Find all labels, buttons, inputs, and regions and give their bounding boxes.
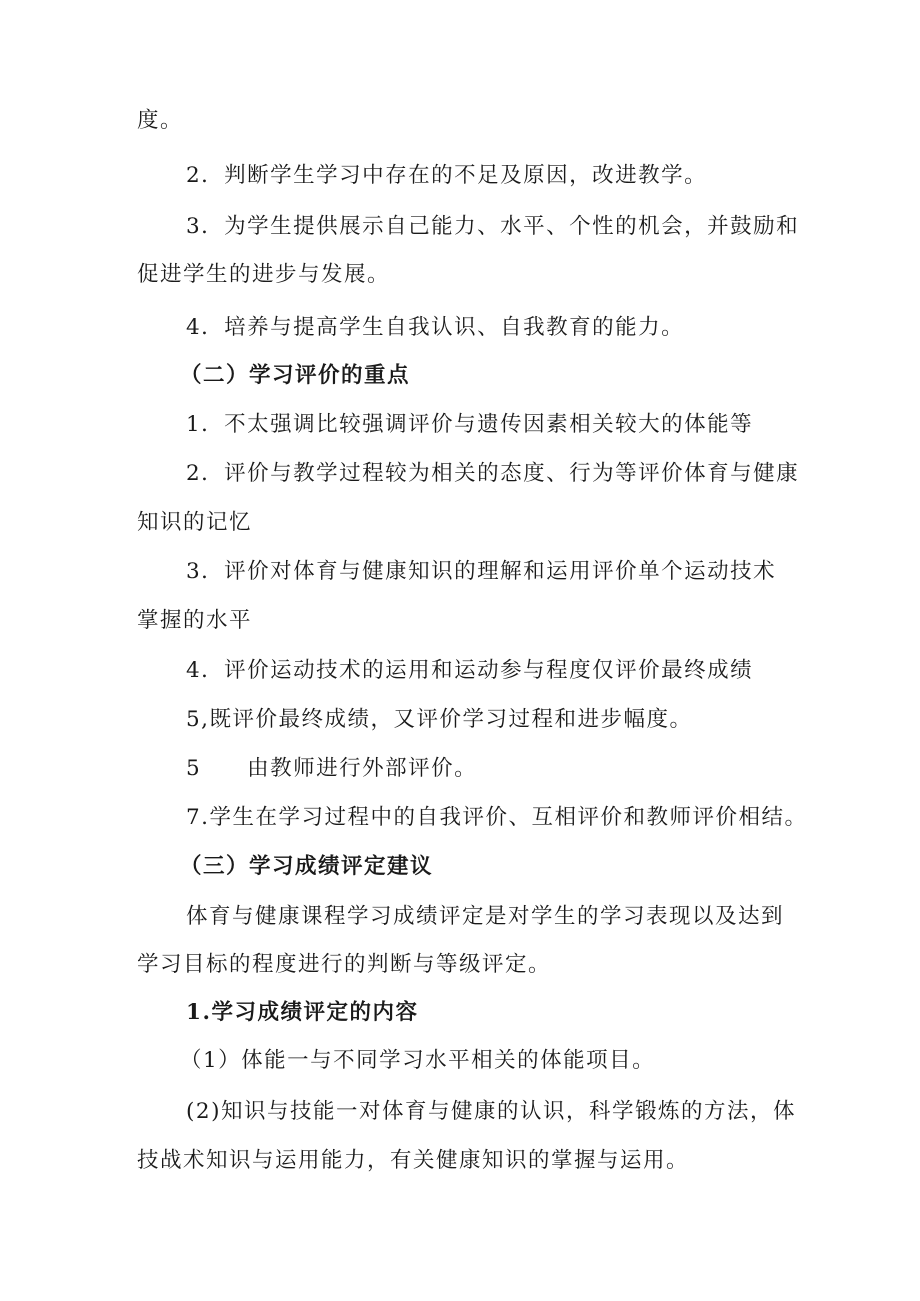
content-item-1: （1）体能一与不同学习水平相关的体能项目。	[180, 1048, 656, 1073]
paragraph-line-2: 学习目标的程度进行的判断与等级评定。	[137, 952, 552, 977]
content-item-2: (2)知识与技能一对体育与健康的认识，科学锻炼的方法，体	[186, 1099, 796, 1124]
list-item-3: 3．为学生提供展示自己能力、水平、个性的机会，并鼓励和	[186, 214, 800, 239]
evaluation-item-5b: 5 由教师进行外部评价。	[186, 756, 478, 781]
evaluation-item-2: 2．评价与教学过程较为相关的态度、行为等评价体育与健康	[186, 461, 800, 486]
evaluation-item-4: 4．评价运动技术的运用和运动参与程度仅评价最终成绩	[186, 658, 754, 683]
list-item-4: 4．培养与提高学生自我认识、自我教育的能力。	[186, 315, 685, 340]
evaluation-item-5a: 5,既评价最终成绩，又评价学习过程和进步幅度。	[186, 707, 693, 732]
evaluation-item-7: 7.学生在学习过程中的自我评价、互相评价和教师评价相结。	[186, 805, 808, 830]
list-item-2: 2．判断学生学习中存在的不足及原因，改进教学。	[186, 163, 708, 188]
text-line-continuation: 度。	[137, 108, 184, 133]
content-item-2-continuation: 技战术知识与运用能力，有关健康知识的掌握与运用。	[137, 1148, 690, 1173]
paragraph-line-1: 体育与健康课程学习成绩评定是对学生的学习表现以及达到	[186, 904, 785, 929]
list-item-3-continuation: 促进学生的进步与发展。	[137, 262, 391, 287]
evaluation-item-3-continuation: 掌握的水平	[137, 608, 253, 633]
section-heading-2: （二）学习评价的重点	[180, 363, 411, 388]
section-heading-3: （三）学习成绩评定建议	[180, 854, 434, 879]
evaluation-item-2-continuation: 知识的记忆	[137, 510, 253, 535]
evaluation-item-1: 1．不太强调比较强调评价与遗传因素相关较大的体能等	[186, 412, 754, 437]
subheading-1: 1.学习成绩评定的内容	[186, 1000, 419, 1025]
evaluation-item-3: 3．评价对体育与健康知识的理解和运用评价单个运动技术	[186, 559, 777, 584]
